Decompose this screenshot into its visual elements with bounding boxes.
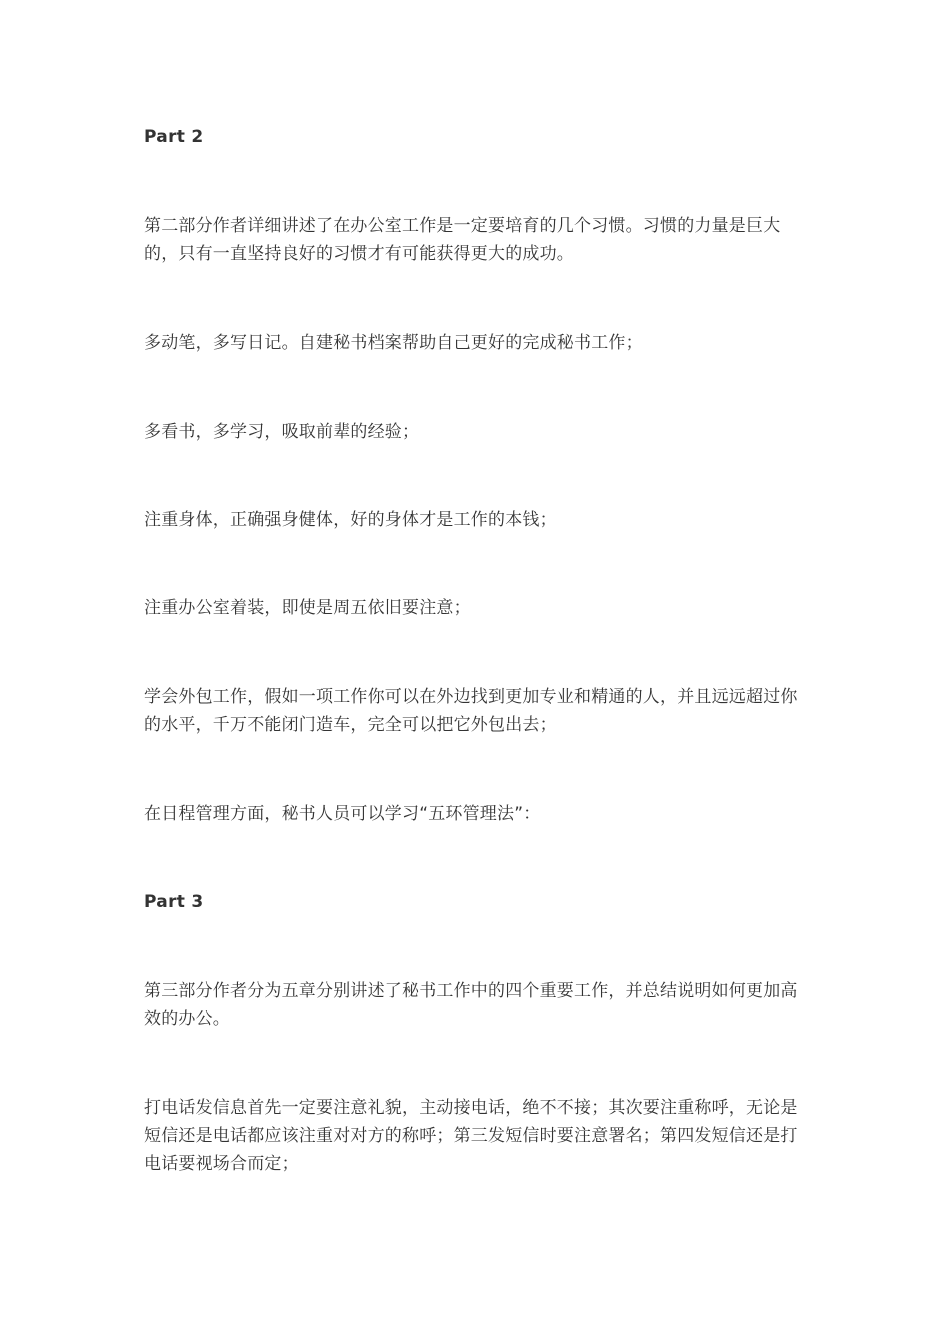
part2-intro-paragraph: 第二部分作者详细讲述了在办公室工作是一定要培育的几个习惯。习惯的力量是巨大的，只有一直坚持良好的习惯才有可能获得更大的成功。 xyxy=(144,216,781,264)
habit-paragraph-3: 注重身体，正确强身健体，好的身体才是工作的本钱； xyxy=(144,510,557,530)
part2-heading: Part 2 xyxy=(144,127,204,147)
part3-heading: Part 3 xyxy=(144,892,204,912)
habit-paragraph-4: 注重办公室着装，即使是周五依旧要注意； xyxy=(144,598,471,618)
habit-paragraph-2: 多看书，多学习，吸取前辈的经验； xyxy=(144,422,420,442)
part3-intro-paragraph: 第三部分作者分为五章分别讲述了秘书工作中的四个重要工作，并总结说明如何更加高效的办公。 xyxy=(144,981,798,1029)
phone-etiquette-paragraph: 打电话发信息首先一定要注意礼貌，主动接电话，绝不不接；其次要注重称呼，无论是短信还是电话都应该注重对对方的称呼；第三发短信时要注意署名；第四发短信还是打电话要视场合而定； xyxy=(144,1098,798,1174)
schedule-paragraph: 在日程管理方面，秘书人员可以学习“五环管理法”： xyxy=(144,804,541,824)
habit-paragraph-1: 多动笔，多写日记。自建秘书档案帮助自己更好的完成秘书工作； xyxy=(144,333,643,353)
habit-paragraph-5: 学会外包工作，假如一项工作你可以在外边找到更加专业和精通的人，并且远远超过你的水平，千万不能闭门造车，完全可以把它外包出去； xyxy=(144,687,798,735)
